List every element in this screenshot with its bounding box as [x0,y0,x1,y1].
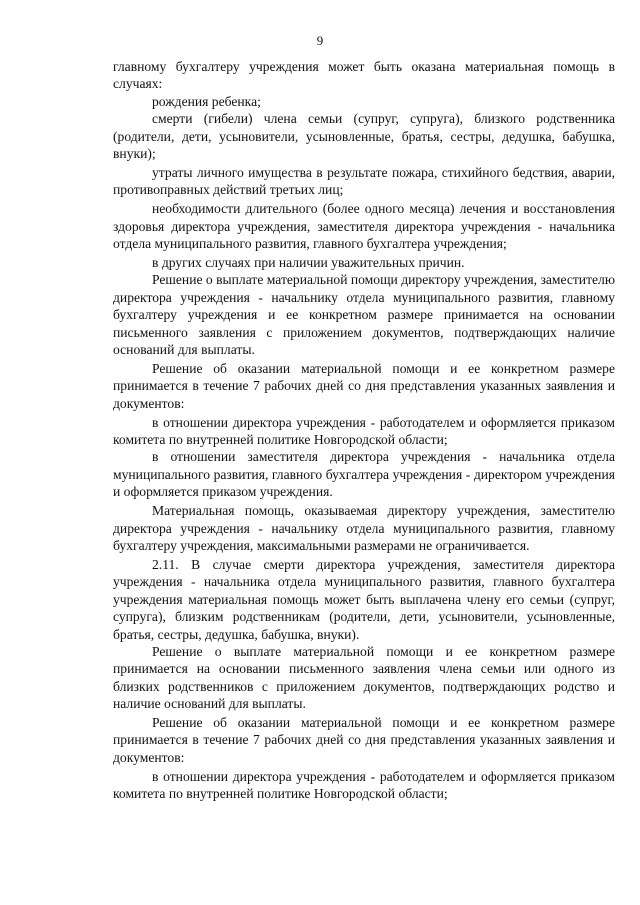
list-item: в отношении заместителя директора учреждения - начальника отдела муниципального развития, главного бухгалтера учреждения - директором учреждения и оформляется приказом учреждения. [113,449,615,500]
list-item: необходимости длительного (более одного месяца) лечения и восстановления здоровья директора учреждения, заместителя директора учреждения - начальника отдела муниципального развития, главного бухгалтера учреждения; [113,201,615,252]
document-body [113,58,615,803]
paragraph: Материальная помощь, оказываемая директору учреждения, заместителю директора учреждения - начальнику отдела муниципального развития, главному бухгалтеру учреждения, максимальными размерами не ограничивается. [113,503,615,553]
list-item: утраты личного имущества в результате пожара, стихийного бедствия, аварии, противоправных действий третьих лиц; [113,164,615,198]
paragraph: Решение о выплате материальной помощи и ее конкретном размере принимается на основании письменного заявления члена семьи или одного из близких родственников с приложением документов, подтверждающих родство и наличие оснований для выплаты. [113,643,615,712]
paragraph: Решение об оказании материальной помощи и ее конкретном размере принимается в течение 7 рабочих дней со дня представления указанных заявления и документов: [113,715,615,765]
list-item: рождения ребенка; [152,93,261,109]
paragraph: Решение об оказании материальной помощи и ее конкретном размере принимается в течение 7 рабочих дней со дня представления указанных заявления и документов: [113,360,615,411]
paragraph: Решение о выплате материальной помощи директору учреждения, заместителю директора учреждения - начальнику отдела муниципального развития, главному бухгалтеру учреждения и ее конкретном размере принимается на основании письменного заявления с приложением документов, подтверждающих наличие оснований для выплаты. [113,272,615,357]
section-paragraph: 2.11. В случае смерти директора учреждения, заместителя директора учреждения - начальника отдела муниципального развития, главного бухгалтера учреждения материальная помощь может быть выплачена члену его семьи (супруг, супруга), близким родственникам (родители, дети, усыновители, усыновленные, братья, сестры, дедушка, бабушка, внуки). [113,556,615,642]
page-number: 9 [316,33,324,48]
list-item: смерти (гибели) члена семьи (супруг, супруга), близкого родственника (родители, дети, усыновители, усыновленные, братья, сестры, дедушка, бабушка, внуки); [113,111,615,162]
list-item: в отношении директора учреждения - работодателем и оформляется приказом комитета по внутренней политике Новгородской области; [113,414,615,448]
list-item: в отношении директора учреждения - работодателем и оформляется приказом комитета по внутренней политике Новгородской области; [113,768,615,802]
paragraph: главному бухгалтеру учреждения может быть оказана материальная помощь в случаях: [113,59,615,92]
list-item: в других случаях при наличии уважительных причин. [152,254,465,270]
